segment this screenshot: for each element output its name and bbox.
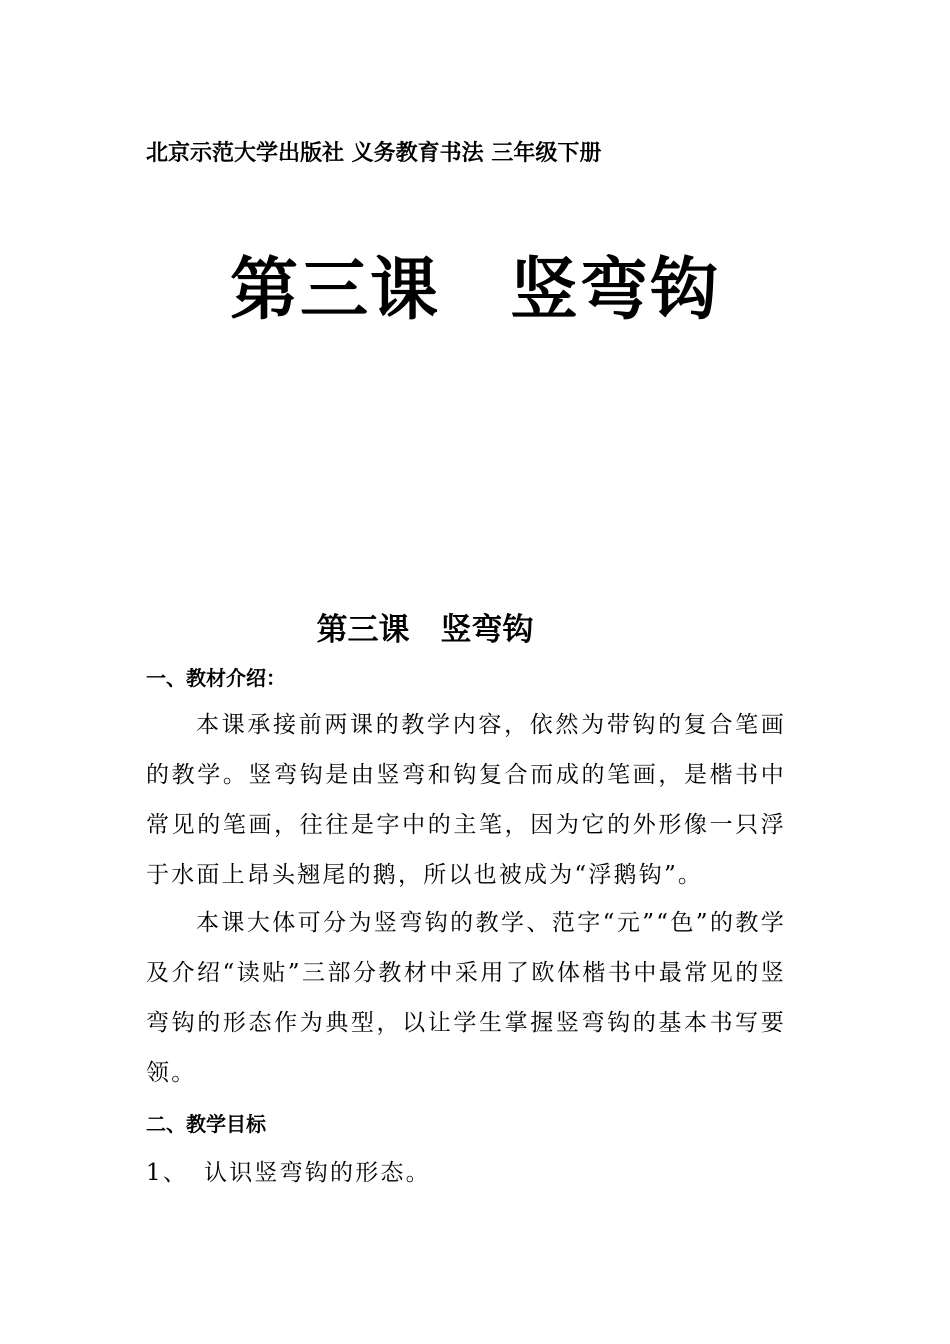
- materials-paragraph-1: 本课承接前两课的教学内容，依然为带钩的复合笔画的教学。竖弯钩是由竖弯和钩复合而成的笔画，是楷书中常见的笔画，往往是字中的主笔，因为它的外形像一只浮于水面上昂头翘尾的鹅，所以也被成为“浮鹅钩”。: [146, 712, 786, 888]
- goal-item: [146, 1148, 431, 1198]
- lesson-title: 第三课 竖弯钩: [316, 612, 534, 648]
- goal-item-number: 1、: [146, 1160, 189, 1186]
- goal-item-text: 认识竖弯钩的形态。: [204, 1160, 431, 1186]
- section-heading-materials: 一、教材介绍：: [146, 666, 286, 690]
- section-heading-goals: 二、教学目标: [146, 1112, 266, 1136]
- cover-title: 第三课 竖弯钩: [229, 251, 720, 330]
- materials-paragraph-2: 本课大体可分为竖弯钩的教学、范字“元”“色”的教学及介绍“读贴”三部分教材中采用了欧体楷书中最常见的竖弯钩的形态作为典型，以让学生掌握竖弯钩的基本书写要领。: [146, 910, 786, 1086]
- publisher-header: 北京示范大学出版社 义务教育书法 三年级下册: [146, 141, 602, 166]
